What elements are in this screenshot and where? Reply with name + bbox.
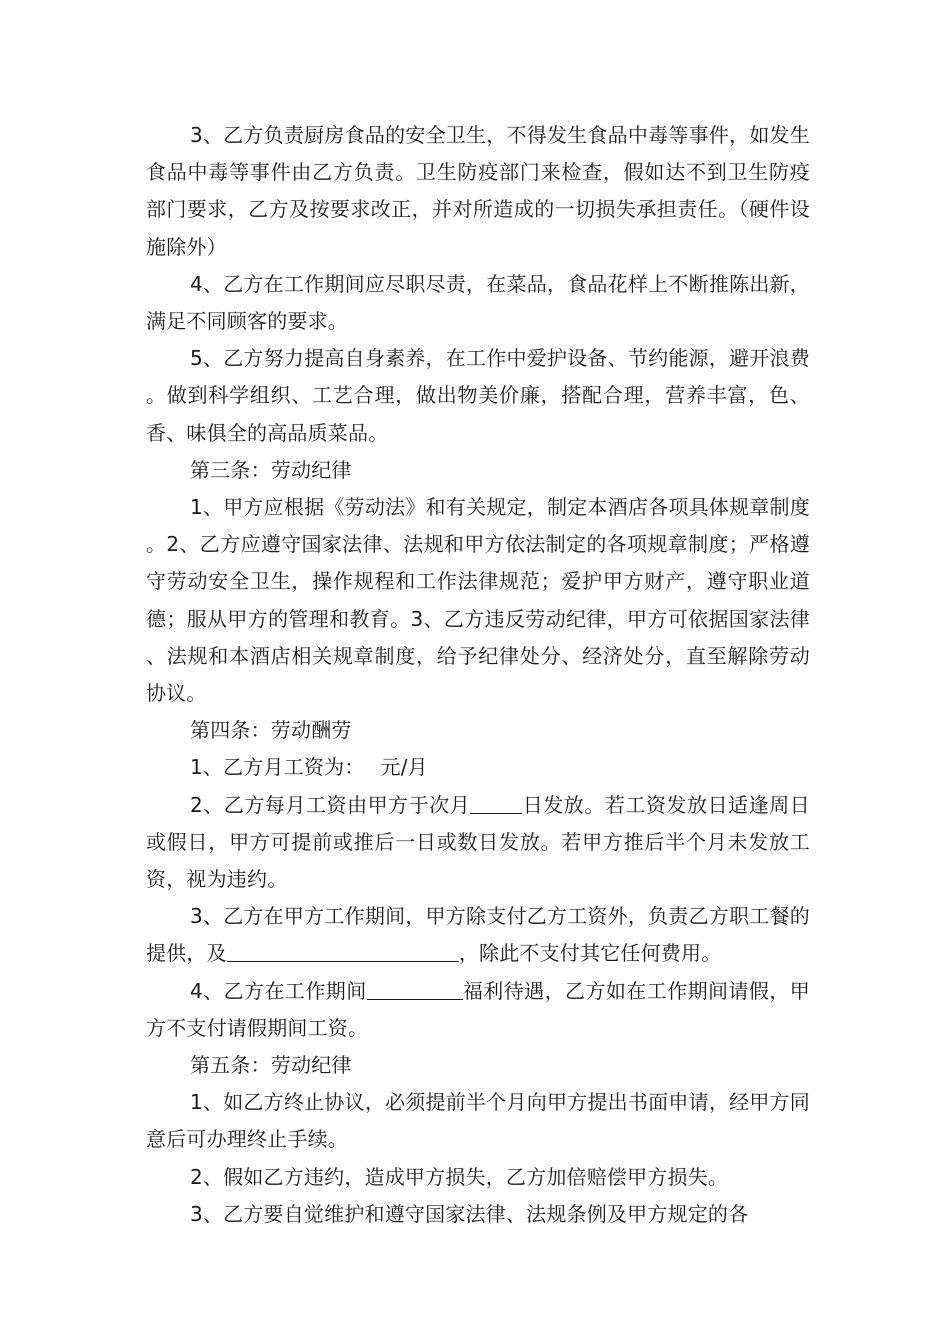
paragraph-meals	[146, 898, 810, 972]
paragraph-labor-discipline: 1、甲方应根据《劳动法》和有关规定，制定本酒店各项具体规章制度。2、乙方应遵守国家法律、法规和甲方依法制定的各项规章制度；严格遵守劳动安全卫生，操作规程和工作法律规范；爱护甲方财产，遵守职业道德；服从甲方的管理和教育。3、乙方违反劳动纪律，甲方可依据国家法律、法规和本酒店相关规章制度，给予纪律处分、经济处分，直至解除劳动协议。	[146, 495, 810, 706]
meals-extra-blank	[227, 941, 459, 962]
paragraph-termination: 1、如乙方终止协议，必须提前半个月向甲方提出书面申请，经甲方同意后可办理终止手续。	[146, 1090, 810, 1152]
benefits-blank	[367, 979, 463, 1000]
benefits-text-start: 4、乙方在工作期间	[190, 978, 367, 1003]
paragraph-pay-date	[146, 787, 810, 899]
heading-article-4: 第四条：劳动酬劳	[190, 718, 352, 743]
meals-text-start: 3、乙方在甲方工作期间，甲方除支付乙方工资外，负责乙方职工餐的提供，及	[146, 904, 810, 966]
wage-label: 1、乙方月工资为：	[190, 755, 365, 780]
meals-text-end: ，除此不支付其它任何费用。	[458, 941, 722, 966]
pay-date-text-start: 2、乙方每月工资由甲方于次月	[190, 792, 471, 817]
heading-article-3: 第三条：劳动纪律	[190, 457, 352, 482]
document-body	[146, 117, 810, 1233]
paragraph-breach: 2、假如乙方违约，造成甲方损失，乙方加倍赔偿甲方损失。	[190, 1164, 729, 1189]
benefits-text-end: 福利待遇，乙方如在工作期间请假，甲方不支付请假期间工资。	[146, 978, 810, 1040]
paragraph-food-safety: 3、乙方负责厨房食品的安全卫生，不得发生食品中毒等事件，如发生食品中毒等事件由乙方负责。卫生防疫部门来检查，假如达不到卫生防疫部门要求，乙方及按要求改正，并对所造成的一切损失承担责任。（硬件设施除外）	[146, 123, 810, 259]
paragraph-compliance: 3、乙方要自觉维护和遵守国家法律、法规条例及甲方规定的各	[190, 1201, 749, 1226]
heading-article-5: 第五条：劳动纪律	[190, 1053, 352, 1078]
paragraph-benefits	[146, 973, 810, 1047]
pay-date-text-end: 日发放。若工资发放日适逢周日或假日，甲方可提前或推后一日或数日发放。若甲方推后半个月未发放工资，视为违约。	[146, 792, 810, 892]
pay-day-blank	[470, 793, 522, 814]
wage-unit: 元/月	[380, 755, 428, 780]
paragraph-self-improvement: 5、乙方努力提高自身素养，在工作中爱护设备、节约能源，避开浪费。做到科学组织、工艺合理，做出物美价廉，搭配合理，营养丰富，色、香、味俱全的高品质菜品。	[146, 346, 810, 445]
paragraph-monthly-wage	[146, 749, 810, 786]
paragraph-innovation: 4、乙方在工作期间应尽职尽责，在菜品，食品花样上不断推陈出新，满足不同顾客的要求。	[146, 271, 810, 334]
